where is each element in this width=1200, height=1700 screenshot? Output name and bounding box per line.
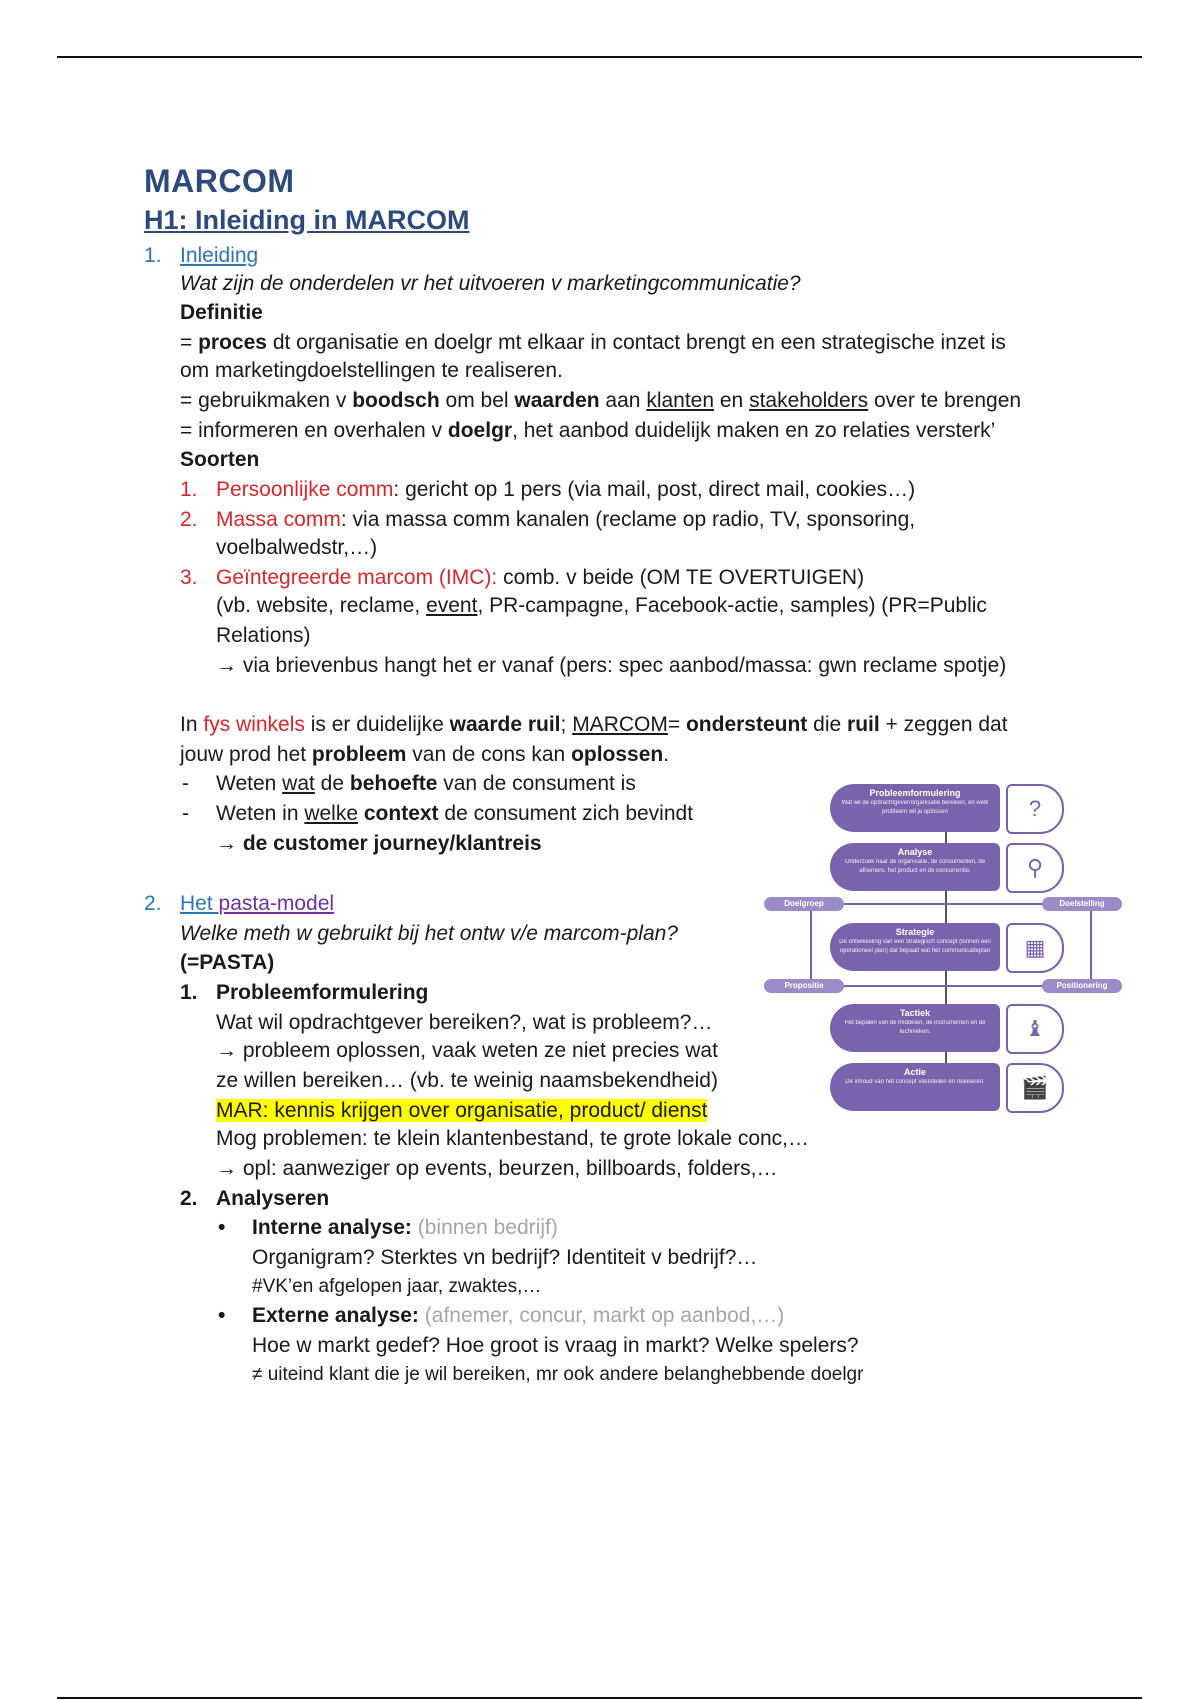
step-1-line: → probleem oplossen, vaak weten ze niet precies wat <box>216 1039 718 1062</box>
diagram-box-analyse: Analyse Onderzoek naar de organisatie, de consumenten, de afnemers, het product en de concurrentie. <box>830 843 1000 891</box>
externe-analyse: Externe analyse: (afnemer, concur, markt op aanbod,…) <box>252 1304 785 1327</box>
step-1-line: ze willen bereiken… (vb. te weinig naamsbekendheid) <box>216 1069 718 1092</box>
step-1-line: Wat wil opdrachtgever bereiken?, wat is probleem?… <box>216 1011 713 1034</box>
dash-marker: - <box>182 802 189 825</box>
diagram-connector <box>1090 903 1092 985</box>
bullet-marker: • <box>218 1304 226 1327</box>
definition-line-2: = gebruikmaken v boodsch om bel waarden aan klanten en stakeholders over te brengen <box>180 389 1022 412</box>
dash-marker: - <box>182 772 189 795</box>
diagram-box-probleemformulering: Probleemformulering Wat wil de opdrachtgever/organisatie bereiken, en welk probleem wil je oplossen <box>830 784 1000 832</box>
diagram-tag-propositie: Propositie <box>764 979 844 993</box>
section-number: 2. <box>144 892 162 915</box>
soort-3-note: → via brievenbus hangt het er vanaf (pers: spec aanbod/massa: gwn reclame spotje) <box>216 654 1007 677</box>
step-2-title: Analyseren <box>216 1187 330 1210</box>
externe-analyse-line: Hoe w markt gedef? Hoe groot is vraag in markt? Welke spelers? <box>252 1334 859 1357</box>
customer-journey-note: → de customer journey/klantreis <box>216 832 542 855</box>
definition-line-1-cont: om marketingdoelstellingen te realiseren. <box>180 359 563 382</box>
step-1-title: Probleemformulering <box>216 981 429 1004</box>
externe-analyse-line: ≠ uiteind klant die je wil bereiken, mr ook andere belanghebbende doelgr <box>252 1364 864 1385</box>
step-1-line: → opl: aanweziger op events, beurzen, billboards, folders,… <box>216 1157 778 1180</box>
fys-winkels-line-2: jouw prod het probleem van de cons kan oplossen. <box>180 743 670 766</box>
diagram-box-actie: Actie De inhoud van het concept vaststellen en realiseren. <box>830 1063 1000 1111</box>
fys-winkels-line-1: In fys winkels is er duidelijke waarde ruil; MARCOM= ondersteunt die ruil + zeggen dat <box>180 713 1008 736</box>
section-question: Welke meth w gebruikt bij het ontw v/e marcom-plan? <box>180 922 678 945</box>
step-1-highlight: MAR: kennis krijgen over organisatie, product/ dienst <box>216 1099 708 1122</box>
interne-analyse-line: #VK’en afgelopen jaar, zwaktes,… <box>252 1276 542 1297</box>
step-1-number: 1. <box>180 981 198 1004</box>
bullet-marker: • <box>218 1216 226 1239</box>
diagram-tag-doelstelling: Doelstelling <box>1042 897 1122 911</box>
definition-line-3: = informeren en overhalen v doelgr, het aanbod duidelijk maken en zo relaties versterk’ <box>180 419 996 442</box>
diagram-box-strategie: Strategie De ontwikkeling van een strategisch concept (binnen een operationeel plan) dat bepaalt wat het communicatieplan <box>830 923 1000 971</box>
interne-analyse: Interne analyse: (binnen bedrijf) <box>252 1216 558 1239</box>
pasta-label: (=PASTA) <box>180 951 275 974</box>
magnifier-icon: ⚲ <box>1006 843 1064 893</box>
interne-analyse-line: Organigram? Sterktes vn bedrijf? Identiteit v bedrijf?… <box>252 1246 758 1269</box>
pasta-model-diagram <box>770 775 1120 1115</box>
soorten-label: Soorten <box>180 448 260 471</box>
section-number: 1. <box>144 244 162 267</box>
soort-3-examples-cont: Relations) <box>216 624 311 647</box>
soort-3-examples: (vb. website, reclame, event, PR-campagne, Facebook-actie, samples) (PR=Public <box>216 594 987 617</box>
soort-2-number: 2. <box>180 508 198 531</box>
soort-1: Persoonlijke comm: gericht op 1 pers (via mail, post, direct mail, cookies…) <box>216 478 916 501</box>
definition-line-1: = proces dt organisatie en doelgr mt elkaar in contact brengt en een strategische inzet is <box>180 331 1006 354</box>
diagram-tag-positionering: Positionering <box>1042 979 1122 993</box>
clapperboard-icon: 🎬 <box>1006 1063 1064 1113</box>
document-title: MARCOM <box>144 163 295 199</box>
step-1-line: Mog problemen: te klein klantenbestand, te grote lokale conc,… <box>216 1127 810 1150</box>
page-bottom-rule <box>57 1697 1142 1699</box>
chapter-heading: H1: Inleiding in MARCOM <box>144 205 470 235</box>
dash-item-1: Weten wat de behoefte van de consument is <box>216 772 636 795</box>
diagram-connector <box>810 903 812 985</box>
chess-piece-icon: ♝ <box>1006 1004 1064 1054</box>
soort-2: Massa comm: via massa comm kanalen (reclame op radio, TV, sponsoring, <box>216 508 916 531</box>
soort-2-cont: voelbalwedstr,…) <box>216 536 378 559</box>
diagram-tag-doelgroep: Doelgroep <box>764 897 844 911</box>
step-2-number: 2. <box>180 1187 198 1210</box>
soort-3-number: 3. <box>180 566 198 589</box>
diagram-box-tactiek: Tactiek Het bepalen van de middelen, de instrumenten en de technieken. <box>830 1004 1000 1052</box>
dash-item-2: Weten in welke context de consument zich bevindt <box>216 802 694 825</box>
section-question: Wat zijn de onderdelen vr het uitvoeren v marketingcommunicatie? <box>180 272 801 295</box>
soort-3: Geïntegreerde marcom (IMC): comb. v beide (OM TE OVERTUIGEN) <box>216 566 865 589</box>
soort-1-number: 1. <box>180 478 198 501</box>
section-heading-pasta-model[interactable]: Het pasta-model <box>180 892 335 915</box>
strategy-board-icon: ▦ <box>1006 923 1064 973</box>
question-icon: ? <box>1006 784 1064 834</box>
definition-label: Definitie <box>180 301 263 324</box>
section-heading-inleiding[interactable]: Inleiding <box>180 244 259 267</box>
